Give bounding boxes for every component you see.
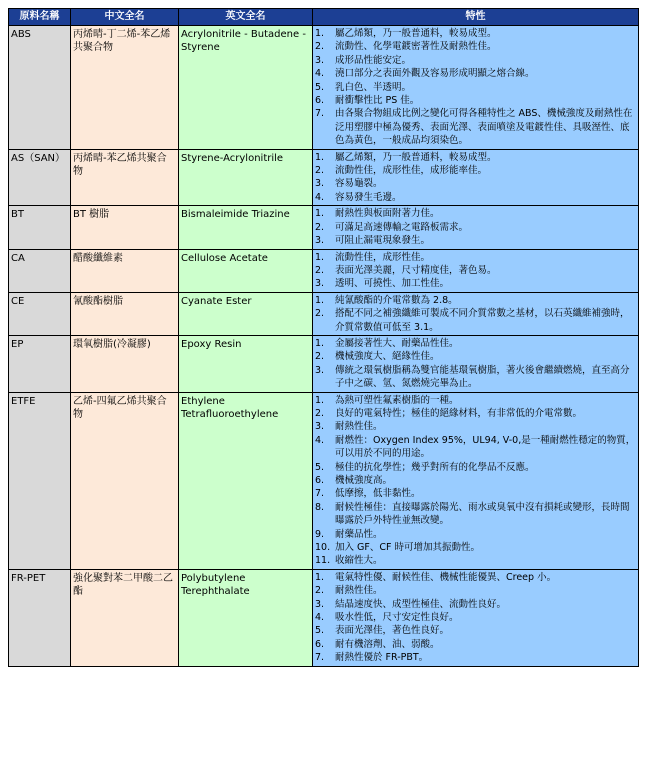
property-text: 金屬接著性大、耐藥品性佳。 [335, 337, 459, 349]
property-text: 可阻止漏電現象發生。 [335, 235, 431, 247]
property-item: 1. 電氣特性優、耐候性佳、機械性能優異、Creep 小。 [315, 571, 557, 583]
table-row [9, 569, 639, 666]
material-code-cell: AS（SAN） [9, 149, 71, 206]
properties-list [315, 207, 636, 247]
property-item: 4. 澆口部分之表面外觀及容易形成明顯之熔合線。 [315, 68, 535, 80]
property-item: 11. 收縮性大。 [315, 555, 383, 567]
property-text: 耐候性極佳：直接曝露於陽光、雨水或臭氧中沒有損耗或變形，長時間曝露於戶外特性並無改變。 [335, 501, 630, 527]
property-text: 屬乙烯類，乃一般普通料，較易成型。 [335, 151, 497, 163]
property-text: 耐燃性：Oxygen Index 95%，UL94, V-0,是一種耐燃性穩定的物質，可以用於不同的用途。 [335, 434, 636, 460]
property-text: 耐熱性佳。 [335, 585, 383, 597]
english-name-cell: Acrylonitrile - Butadene - Styrene [179, 26, 313, 150]
property-item: 2. 可滿足高速傳輸之電路板需求。 [315, 221, 469, 233]
property-item: 5. 極佳的抗化學性；幾乎對所有的化學品不反應。 [315, 461, 535, 473]
property-item: 3. 成形品性能安定。 [315, 54, 412, 66]
properties-list [315, 571, 636, 665]
property-item: 1. 為熱可塑性氟素樹脂的一種。 [315, 394, 459, 406]
chinese-name-cell: 醋酸纖維素 [71, 249, 179, 292]
property-text: 乳白色、半透明。 [335, 81, 412, 93]
properties-list [315, 337, 636, 391]
property-text: 表面光澤美麗，尺寸精度佳，著色易。 [335, 264, 497, 276]
table-row [9, 392, 639, 569]
property-text: 電氣特性優、耐候性佳、機械性能優異、Creep 小。 [335, 571, 557, 583]
header-chinese-name: 中文全名 [71, 9, 179, 26]
chinese-name-cell: 環氧樹脂(冷凝膠) [71, 335, 179, 392]
property-text: 耐熱性佳。 [335, 421, 383, 433]
property-item: 7. 由各聚合物組成比例之變化可得各種特性之 ABS、機械強度及耐熱性在泛用塑膠中極為優秀、表面光澤、表面噴塗及電鍍性佳、具吸溼性、底色為黃色，一般成品均須染色。 [315, 108, 633, 147]
property-item: 6. 機械強度高。 [315, 475, 393, 486]
property-item: 1. 屬乙烯類，乃一般普通料，較易成型。 [315, 28, 497, 39]
chinese-name-cell: 強化聚對苯二甲酸二乙酯 [71, 569, 179, 666]
english-name-cell: Cellulose Acetate [179, 249, 313, 292]
property-text: 透明、可撓性、加工性佳。 [335, 278, 450, 290]
property-text: 良好的電氣特性；極佳的絕緣材料，有非常低的介電常數。 [335, 407, 583, 419]
property-text: 機械強度高。 [335, 475, 393, 486]
header-material-name: 原料名稱 [9, 9, 71, 26]
table-row [9, 292, 639, 335]
chinese-name-cell: BT 樹脂 [71, 206, 179, 249]
properties-cell [313, 335, 639, 392]
property-text: 可滿足高速傳輸之電路板需求。 [335, 221, 469, 233]
property-item: 2. 機械強度大、絕緣性佳。 [315, 351, 440, 363]
material-code-cell: EP [9, 335, 71, 392]
property-item: 4. 容易發生毛邊。 [315, 191, 402, 203]
property-item: 2. 流動性、化學電鍍密著性及耐熱性佳。 [315, 41, 497, 53]
property-item: 5. 表面光澤佳，著色性良好。 [315, 625, 450, 637]
property-item: 3. 結晶速度快、成型性極佳、流動性良好。 [315, 598, 507, 610]
property-item: 4. 耐燃性：Oxygen Index 95%，UL94, V-0,是一種耐燃性穩定的物質，可以用於不同的用途。 [315, 434, 636, 460]
material-code-cell: BT [9, 206, 71, 249]
property-text: 耐有機溶劑、油、弱酸。 [335, 638, 440, 650]
english-name-cell: Epoxy Resin [179, 335, 313, 392]
property-item: 1. 耐熱性與板面附著力佳。 [315, 208, 440, 220]
english-name-cell: Cyanate Ester [179, 292, 313, 335]
property-item: 3. 可阻止漏電現象發生。 [315, 235, 431, 247]
property-text: 加入 GF、CF 時可增加其振動性。 [335, 542, 480, 554]
header-english-name: 英文全名 [179, 9, 313, 26]
property-item: 1. 屬乙烯類，乃一般普通料，較易成型。 [315, 151, 497, 163]
material-table-container [8, 8, 638, 667]
properties-list [315, 27, 636, 148]
material-code-cell: CE [9, 292, 71, 335]
property-text: 流動性、化學電鍍密著性及耐熱性佳。 [335, 41, 497, 53]
property-text: 流動性佳，成形性佳。 [335, 251, 431, 263]
header-properties: 特性 [313, 9, 639, 26]
table-body [9, 26, 639, 667]
property-item: 10. 加入 GF、CF 時可增加其振動性。 [315, 542, 480, 554]
property-text: 澆口部分之表面外觀及容易形成明顯之熔合線。 [335, 68, 535, 80]
property-item: 3. 傳統之環氧樹脂稱為雙官能基環氧樹脂，著火後會繼續燃燒，直至高分子中之碳、氫、氮燃燒完畢為止。 [315, 364, 630, 390]
property-text: 耐熱性與板面附著力佳。 [335, 208, 440, 220]
chinese-name-cell: 丙烯晴-丁二烯-苯乙烯共聚合物 [71, 26, 179, 150]
table-row [9, 149, 639, 206]
property-text: 耐衝擊性比 PS 佳。 [335, 95, 420, 107]
properties-list [315, 394, 636, 568]
material-code-cell: ABS [9, 26, 71, 150]
property-text: 為熱可塑性氟素樹脂的一種。 [335, 394, 459, 406]
property-item: 2. 流動性佳，成形性佳，成形能率佳。 [315, 165, 488, 177]
header-row [9, 9, 639, 26]
property-item: 4. 吸水性低，尺寸安定性良好。 [315, 612, 459, 624]
property-text: 屬乙烯類，乃一般普通料，較易成型。 [335, 28, 497, 39]
property-item: 1. 流動性佳，成形性佳。 [315, 251, 431, 263]
properties-list [315, 294, 636, 334]
properties-cell [313, 392, 639, 569]
english-name-cell: Polybutylene Terephthalate [179, 569, 313, 666]
property-text: 收縮性大。 [335, 555, 383, 567]
property-text: 吸水性低，尺寸安定性良好。 [335, 612, 459, 624]
property-item: 3. 容易龜裂。 [315, 178, 383, 190]
chinese-name-cell: 丙烯晴-苯乙烯共聚合物 [71, 149, 179, 206]
property-item: 2. 表面光澤美麗，尺寸精度佳，著色易。 [315, 264, 497, 276]
property-item: 7. 低摩擦，低非黏性。 [315, 488, 421, 500]
table-row [9, 335, 639, 392]
property-item: 1. 純氰酸酯的介電常數為 2.8。 [315, 294, 458, 306]
material-code-cell: CA [9, 249, 71, 292]
properties-cell [313, 249, 639, 292]
property-text: 由各聚合物組成比例之變化可得各種特性之 ABS、機械強度及耐熱性在泛用塑膠中極為優秀、表面光澤、表面噴塗及電鍍性佳、具吸溼性、底色為黃色，一般成品均須染色。 [335, 108, 633, 147]
property-text: 耐熱性優於 FR-PBT。 [335, 652, 429, 664]
properties-list [315, 251, 636, 291]
property-item: 2. 良好的電氣特性；極佳的絕緣材料，有非常低的介電常數。 [315, 407, 583, 419]
property-text: 搭配不同之補強纖維可製成不同介質常數之基材，以石英纖維補強時，介質常數值可低至 3.1。 [335, 308, 630, 333]
property-text: 機械強度大、絕緣性佳。 [335, 351, 440, 363]
property-item: 3. 耐熱性佳。 [315, 421, 383, 433]
property-item: 3. 透明、可撓性、加工性佳。 [315, 278, 450, 290]
material-code-cell: ETFE [9, 392, 71, 569]
property-text: 純氰酸酯的介電常數為 2.8。 [335, 294, 458, 306]
property-item: 1. 金屬接著性大、耐藥品性佳。 [315, 337, 459, 349]
property-item: 2. 耐熱性佳。 [315, 585, 383, 597]
table-row [9, 249, 639, 292]
property-text: 傳統之環氧樹脂稱為雙官能基環氧樹脂，著火後會繼續燃燒，直至高分子中之碳、氫、氮燃燒完畢為止。 [335, 364, 630, 390]
table-row [9, 206, 639, 249]
properties-cell [313, 149, 639, 206]
property-item: 6. 耐衝擊性比 PS 佳。 [315, 95, 420, 107]
material-code-cell: FR-PET [9, 569, 71, 666]
properties-cell [313, 569, 639, 666]
property-text: 容易發生毛邊。 [335, 191, 402, 203]
english-name-cell: Bismaleimide Triazine [179, 206, 313, 249]
property-text: 流動性佳，成形性佳，成形能率佳。 [335, 165, 488, 177]
property-item: 7. 耐熱性優於 FR-PBT。 [315, 652, 429, 664]
properties-cell [313, 206, 639, 249]
material-table [8, 8, 639, 667]
property-item: 8. 耐候性極佳：直接曝露於陽光、雨水或臭氧中沒有損耗或變形，長時間曝露於戶外特性並無改變。 [315, 501, 630, 527]
property-item: 5. 乳白色、半透明。 [315, 81, 412, 93]
property-text: 成形品性能安定。 [335, 54, 412, 66]
properties-list [315, 151, 636, 205]
english-name-cell: Styrene-Acrylonitrile [179, 149, 313, 206]
table-row [9, 26, 639, 150]
property-item: 2. 搭配不同之補強纖維可製成不同介質常數之基材，以石英纖維補強時，介質常數值可低至 3.1。 [315, 308, 630, 333]
property-text: 容易龜裂。 [335, 178, 383, 190]
property-text: 表面光澤佳，著色性良好。 [335, 625, 450, 637]
property-item: 9. 耐藥品性。 [315, 528, 383, 540]
properties-cell [313, 292, 639, 335]
property-text: 極佳的抗化學性；幾乎對所有的化學品不反應。 [335, 461, 535, 473]
english-name-cell: Ethylene Tetrafluoroethylene [179, 392, 313, 569]
property-text: 低摩擦，低非黏性。 [335, 488, 421, 500]
property-text: 耐藥品性。 [335, 528, 383, 540]
property-item: 6. 耐有機溶劑、油、弱酸。 [315, 638, 440, 650]
properties-cell [313, 26, 639, 150]
chinese-name-cell: 氰酸酯樹脂 [71, 292, 179, 335]
property-text: 結晶速度快、成型性極佳、流動性良好。 [335, 598, 507, 610]
chinese-name-cell: 乙烯-四氟乙烯共聚合物 [71, 392, 179, 569]
